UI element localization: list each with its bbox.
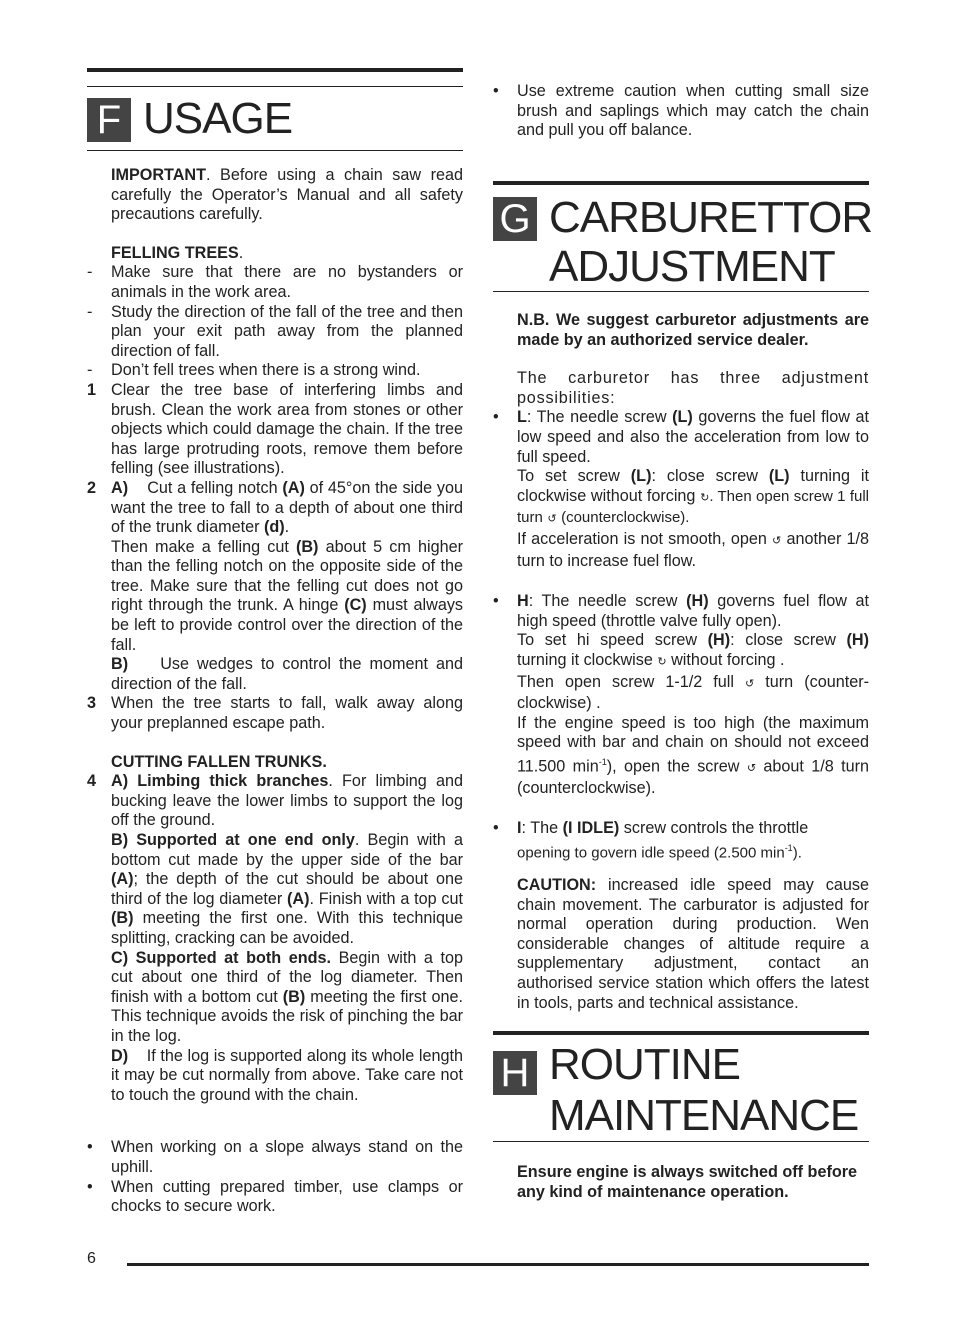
section-f-header — [87, 68, 463, 151]
list-item: 3 When the tree starts to fall, walk away along your preplanned escape path. — [87, 694, 463, 733]
caution-para: CAUTION: increased idle speed may cause chain movement. The carburator is adjusted for normal operation during production. Wen considerable changes of altitude require a supplementary adjustment, contact an authorised service station which offers the latest in tools, parts and technical assistance. — [517, 876, 869, 1012]
counterclockwise-icon: ↺ — [745, 677, 755, 690]
maint-body — [493, 1163, 869, 1202]
list-item: 1 Clear the tree base of interfering limbs and brush. Clean the work area from stones or other objects which could damage the chain. If the tree has large protruding roots, remove them before felling (see illustrations). — [87, 380, 463, 478]
bullet-item: • When cutting prepared timber, use clamps or chocks to secure work. — [87, 1177, 463, 1216]
usage-body — [87, 166, 463, 1217]
section-g-header — [493, 181, 873, 292]
clockwise-icon: ↻ — [700, 491, 710, 504]
maint-note: Ensure engine is always switched off before any kind of maintenance operation. — [517, 1163, 858, 1201]
carb-body — [493, 311, 869, 1013]
section-letter-g: G — [493, 197, 537, 241]
counterclockwise-icon: ↺ — [547, 513, 557, 526]
page-number: 6 — [87, 1250, 96, 1267]
list-item: - Make sure that there are no bystanders or animals in the work area. — [87, 263, 463, 301]
section-title-maint-1: ROUTINE — [549, 1040, 740, 1089]
counterclockwise-icon: ↺ — [772, 534, 782, 547]
section-title-carb-2: ADJUSTMENT — [549, 242, 835, 291]
section-title-maint-2: MAINTENANCE — [549, 1091, 859, 1140]
carb-intro: The carburetor has three adjustment possibilities: — [517, 369, 869, 407]
felling-heading: FELLING TREES. — [111, 243, 244, 262]
footer-rule — [127, 1263, 869, 1266]
cutting-heading: CUTTING FALLEN TRUNKS. — [111, 752, 327, 771]
carb-nb: N.B. We suggest carburetor adjustments are made by an authorized service dealer. — [517, 311, 869, 349]
section-letter-h: H — [493, 1051, 537, 1095]
list-item: 2 A) Cut a felling notch (A) of 45°on the side you want the tree to fall to a depth of about one third of the trunk diameter (d). Then make a felling cut (B) about 5 cm higher than the felling notch on the opposite side of the tree. Make sure that the felling cut does not go right through the trunk. A hinge (C) must always be left to provide control over the direction of the fall. B) Use wedges to control the moment and direction of the fall. — [87, 478, 464, 693]
usage-continued — [493, 82, 869, 141]
section-title-usage: USAGE — [143, 94, 293, 143]
section-f-rule — [87, 86, 463, 87]
list-item: - Don’t fell trees when there is a strong wind. — [87, 361, 421, 380]
section-h-header — [493, 1031, 869, 1142]
bullet-item: • When working on a slope always stand on the uphill. — [87, 1138, 463, 1176]
clockwise-icon: ↻ — [657, 655, 667, 668]
important-para: IMPORTANT. Before using a chain saw read carefully the Operator’s Manual and all safety precautions carefully. — [111, 166, 463, 224]
section-title-carb-1: CARBURETTOR — [549, 193, 873, 242]
bullet-item: • Use extreme caution when cutting small size brush and saplings which may catch the chain and pull you off balance. — [493, 82, 869, 140]
carb-item-l: • L: The needle screw (L) governs the fuel flow at low speed and also the acceleration from low to full speed. To set screw (L): close screw (L) turning it clockwise without forcing ↻. Then open screw 1 full turn ↺ (counterclockwise). If acceleration is not smooth, open ↺ another 1/8 turn to increase fuel flow. — [493, 408, 870, 570]
list-item: 4 A) Limbing thick branches. For limbing and bucking leave the lower limbs to support the log off the ground. B) Supported at one end only. Begin with a bottom cut made by the upper side of the bar (A); the depth of the cut should be about one third of the log diameter (A). Finish with a top cut (B) meeting the first one. With this technique splitting, cracking can be avoided. C) Supported at both ends. Begin with a top cut about one third of the log diameter. Then finish with a bottom cut (B) meeting the first one. This technique avoids the risk of pinching the bar in the log. D) If the log is supported along its whole length it may be cut normally from above. Take care not to touch the ground with the chain. — [87, 772, 464, 1104]
list-item: - Study the direction of the fall of the tree and then plan your exit path away from the planned direction of fall. — [87, 302, 463, 360]
section-letter-f: F — [87, 98, 131, 142]
carb-item-i: • I: The (I IDLE) screw controls the throttle opening to govern idle speed (2.500 $\min^{-1}$). — [493, 819, 809, 862]
counterclockwise-icon: ↺ — [746, 762, 757, 775]
carb-item-h: • H: The needle screw (H) governs fuel flow at high speed (throttle valve fully open). To set hi speed screw (H): close screw (H) turning it clockwise ↻ without forcing . Then open screw 1-1/2 full ↺ turn (counter-clockwise) . If the engine speed is too high (the maximum speed with bar and chain on should not exceed 11.500 $\min^{-1}$), open the screw ↺ about 1/8 turn (counterclockwise). — [493, 592, 870, 797]
